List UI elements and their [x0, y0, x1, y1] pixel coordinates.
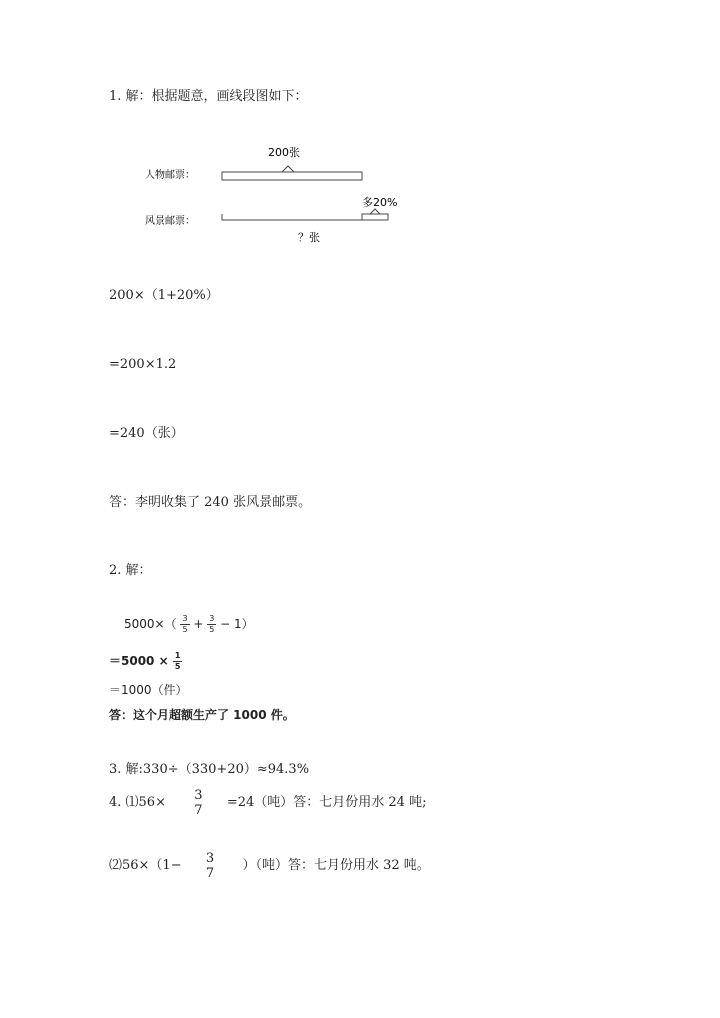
q1-heading: 1. 解：根据题意，画线段图如下： — [109, 89, 308, 104]
q4-part2-prefix: ⑵56×（1− — [109, 858, 182, 873]
q3-text: 3. 解:330÷（330+20）≈94.3% — [109, 762, 310, 777]
q1-step1: 200×（1+20%） — [109, 288, 219, 303]
fraction-1-5: $\frac{1}{5}$ — [174, 651, 181, 671]
fraction-3-5-second: $\frac{3}{5}$ — [209, 614, 215, 634]
diagram-extra-label: 多20% — [362, 196, 398, 209]
q4-part1 — [109, 787, 426, 819]
segment-landscape-stamps — [222, 214, 388, 220]
q2-step2-prefix: ＝5000 × — [109, 654, 169, 668]
diagram-row2-label: 风景邮票： — [145, 216, 195, 227]
brace-extra — [362, 209, 388, 214]
q2-expr-prefix: 5000×（ — [124, 617, 177, 631]
q2-plus: + — [193, 617, 204, 631]
diagram-bottom-label: ？张 — [298, 231, 320, 244]
q4-part2 — [109, 850, 430, 882]
line-segment-diagram — [130, 140, 420, 250]
q2-heading: 2. 解： — [109, 563, 152, 578]
q2-step3: ＝1000（件） — [109, 683, 188, 697]
q4-part1-suffix: =24（吨）答：七月份用水 24 吨; — [226, 795, 427, 810]
fraction-3-5: $\frac{3}{5}$ — [182, 614, 188, 634]
q2-expr-suffix: − 1） — [220, 617, 254, 631]
q2-step1 — [124, 614, 254, 634]
fraction-3-7-second: 3 7 — [205, 850, 215, 881]
diagram-top-label: 200张 — [268, 146, 300, 159]
q4-part1-prefix: 4. ⑴56× — [109, 795, 166, 810]
diagram-row1-label: 人物邮票： — [145, 170, 195, 181]
fraction-3-7: 3 7 — [194, 787, 203, 818]
q2-answer: 答：这个月超额生产了 1000 件。 — [109, 708, 295, 722]
q4-part2-suffix: ）（吨）答：七月份用水 32 吨。 — [242, 858, 430, 873]
q1-step3: =240（张） — [109, 426, 184, 441]
segment-people-stamps — [222, 172, 362, 180]
brace-top — [222, 166, 362, 172]
q1-answer: 答：李明收集了 240 张风景邮票。 — [109, 495, 312, 510]
q2-step2 — [109, 651, 182, 671]
q1-step2: =200×1.2 — [109, 357, 177, 372]
